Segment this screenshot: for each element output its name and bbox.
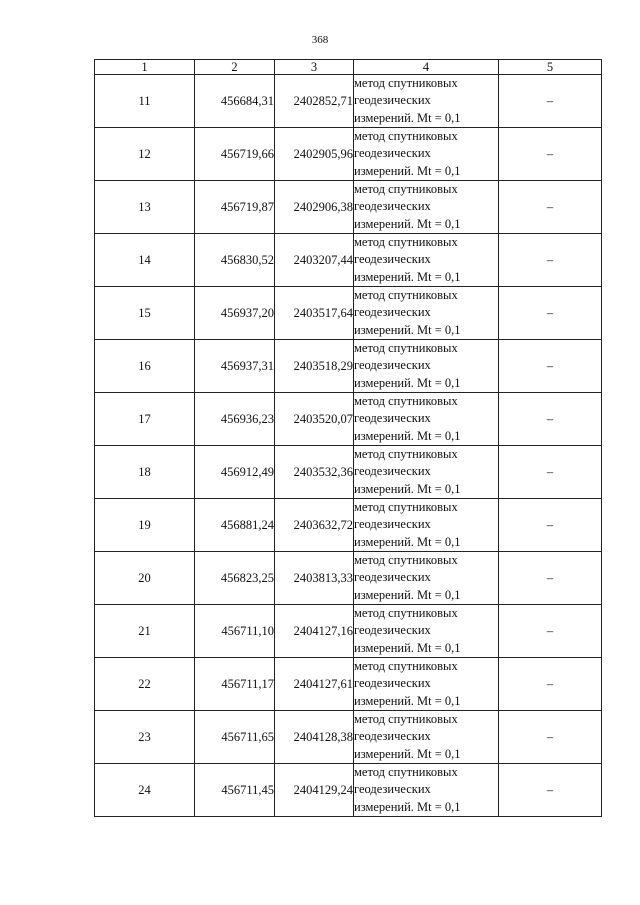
method-description (354, 499, 499, 552)
y-coordinate: 2403518,29 (275, 340, 354, 393)
point-number: 12 (95, 128, 195, 181)
method-line-3: измерений. Mt = 0,1 (354, 110, 461, 125)
point-number: 18 (95, 446, 195, 499)
method-line-2: геодезических (354, 305, 431, 320)
x-coordinate: 456937,20 (195, 287, 275, 340)
method-description (354, 711, 499, 764)
page-number: 368 (311, 34, 329, 46)
method-line-1: метод спутниковых (354, 659, 458, 674)
note-dash: – (499, 764, 602, 817)
method-line-2: геодезических (354, 570, 431, 585)
table-row (95, 75, 602, 128)
note-dash: – (499, 128, 602, 181)
method-line-1: метод спутниковых (354, 765, 458, 780)
method-description (354, 393, 499, 446)
y-coordinate: 2402906,38 (275, 181, 354, 234)
x-coordinate: 456719,87 (195, 181, 275, 234)
table-row (95, 764, 602, 817)
point-number: 22 (95, 658, 195, 711)
y-coordinate: 2404127,16 (275, 605, 354, 658)
method-line-2: геодезических (354, 464, 431, 479)
method-line-1: метод спутниковых (354, 712, 458, 727)
method-line-2: геодезических (354, 252, 431, 267)
method-line-2: геодезических (354, 411, 431, 426)
table-row (95, 499, 602, 552)
method-line-3: измерений. Mt = 0,1 (354, 799, 461, 814)
method-description (354, 287, 499, 340)
point-number: 21 (95, 605, 195, 658)
table-header (95, 60, 602, 75)
note-dash: – (499, 552, 602, 605)
point-number: 19 (95, 499, 195, 552)
y-coordinate: 2402852,71 (275, 75, 354, 128)
table-row (95, 340, 602, 393)
method-line-2: геодезических (354, 199, 431, 214)
point-number: 11 (95, 75, 195, 128)
note-dash: – (499, 658, 602, 711)
method-line-2: геодезических (354, 517, 431, 532)
note-dash: – (499, 605, 602, 658)
method-line-3: измерений. Mt = 0,1 (354, 693, 461, 708)
table-row (95, 287, 602, 340)
x-coordinate: 456719,66 (195, 128, 275, 181)
method-description (354, 552, 499, 605)
table-row (95, 552, 602, 605)
table-row (95, 234, 602, 287)
note-dash: – (499, 499, 602, 552)
note-dash: – (499, 181, 602, 234)
x-coordinate: 456937,31 (195, 340, 275, 393)
table-row (95, 711, 602, 764)
x-coordinate: 456684,31 (195, 75, 275, 128)
header-cell-5: 5 (499, 60, 602, 75)
y-coordinate: 2403813,33 (275, 552, 354, 605)
y-coordinate: 2403207,44 (275, 234, 354, 287)
method-line-2: геодезических (354, 358, 431, 373)
method-line-2: геодезических (354, 676, 431, 691)
method-line-3: измерений. Mt = 0,1 (354, 534, 461, 549)
x-coordinate: 456711,45 (195, 764, 275, 817)
method-line-1: метод спутниковых (354, 288, 458, 303)
point-number: 24 (95, 764, 195, 817)
header-cell-1: 1 (95, 60, 195, 75)
method-line-1: метод спутниковых (354, 235, 458, 250)
x-coordinate: 456936,23 (195, 393, 275, 446)
table-row (95, 393, 602, 446)
point-number: 20 (95, 552, 195, 605)
y-coordinate: 2404127,61 (275, 658, 354, 711)
method-line-3: измерений. Mt = 0,1 (354, 269, 461, 284)
header-cell-4: 4 (354, 60, 499, 75)
y-coordinate: 2403532,36 (275, 446, 354, 499)
y-coordinate: 2403517,64 (275, 287, 354, 340)
table-row (95, 605, 602, 658)
y-coordinate: 2403632,72 (275, 499, 354, 552)
method-line-2: геодезических (354, 93, 431, 108)
method-line-1: метод спутниковых (354, 394, 458, 409)
point-number: 15 (95, 287, 195, 340)
method-line-1: метод спутниковых (354, 553, 458, 568)
x-coordinate: 456912,49 (195, 446, 275, 499)
method-description (354, 658, 499, 711)
method-line-1: метод спутниковых (354, 447, 458, 462)
method-description (354, 181, 499, 234)
x-coordinate: 456711,17 (195, 658, 275, 711)
y-coordinate: 2402905,96 (275, 128, 354, 181)
method-line-1: метод спутниковых (354, 341, 458, 356)
method-line-3: измерений. Mt = 0,1 (354, 587, 461, 602)
method-line-2: геодезических (354, 623, 431, 638)
point-number: 17 (95, 393, 195, 446)
method-description (354, 128, 499, 181)
note-dash: – (499, 340, 602, 393)
x-coordinate: 456711,65 (195, 711, 275, 764)
x-coordinate: 456830,52 (195, 234, 275, 287)
header-cell-3: 3 (275, 60, 354, 75)
method-description (354, 75, 499, 128)
y-coordinate: 2404128,38 (275, 711, 354, 764)
note-dash: – (499, 287, 602, 340)
method-line-3: измерений. Mt = 0,1 (354, 322, 461, 337)
method-line-3: измерений. Mt = 0,1 (354, 163, 461, 178)
method-description (354, 234, 499, 287)
table-row (95, 181, 602, 234)
table-row (95, 446, 602, 499)
method-line-3: измерений. Mt = 0,1 (354, 481, 461, 496)
y-coordinate: 2403520,07 (275, 393, 354, 446)
y-coordinate: 2404129,24 (275, 764, 354, 817)
method-line-3: измерений. Mt = 0,1 (354, 216, 461, 231)
method-line-1: метод спутниковых (354, 76, 458, 91)
table-body (95, 75, 602, 817)
method-line-3: измерений. Mt = 0,1 (354, 375, 461, 390)
method-description (354, 446, 499, 499)
x-coordinate: 456823,25 (195, 552, 275, 605)
table-row (95, 128, 602, 181)
method-line-1: метод спутниковых (354, 606, 458, 621)
table-row (95, 658, 602, 711)
method-line-1: метод спутниковых (354, 129, 458, 144)
note-dash: – (499, 711, 602, 764)
note-dash: – (499, 234, 602, 287)
note-dash: – (499, 446, 602, 499)
method-description (354, 764, 499, 817)
method-line-3: измерений. Mt = 0,1 (354, 746, 461, 761)
coordinates-table (94, 59, 602, 817)
note-dash: – (499, 393, 602, 446)
note-dash: – (499, 75, 602, 128)
method-line-2: геодезических (354, 782, 431, 797)
x-coordinate: 456711,10 (195, 605, 275, 658)
method-line-1: метод спутниковых (354, 182, 458, 197)
method-description (354, 605, 499, 658)
header-cell-2: 2 (195, 60, 275, 75)
method-line-1: метод спутниковых (354, 500, 458, 515)
method-line-2: геодезических (354, 146, 431, 161)
method-description (354, 340, 499, 393)
point-number: 13 (95, 181, 195, 234)
method-line-2: геодезических (354, 729, 431, 744)
method-line-3: измерений. Mt = 0,1 (354, 640, 461, 655)
x-coordinate: 456881,24 (195, 499, 275, 552)
point-number: 14 (95, 234, 195, 287)
header-row (95, 60, 602, 75)
method-line-3: измерений. Mt = 0,1 (354, 428, 461, 443)
point-number: 16 (95, 340, 195, 393)
point-number: 23 (95, 711, 195, 764)
